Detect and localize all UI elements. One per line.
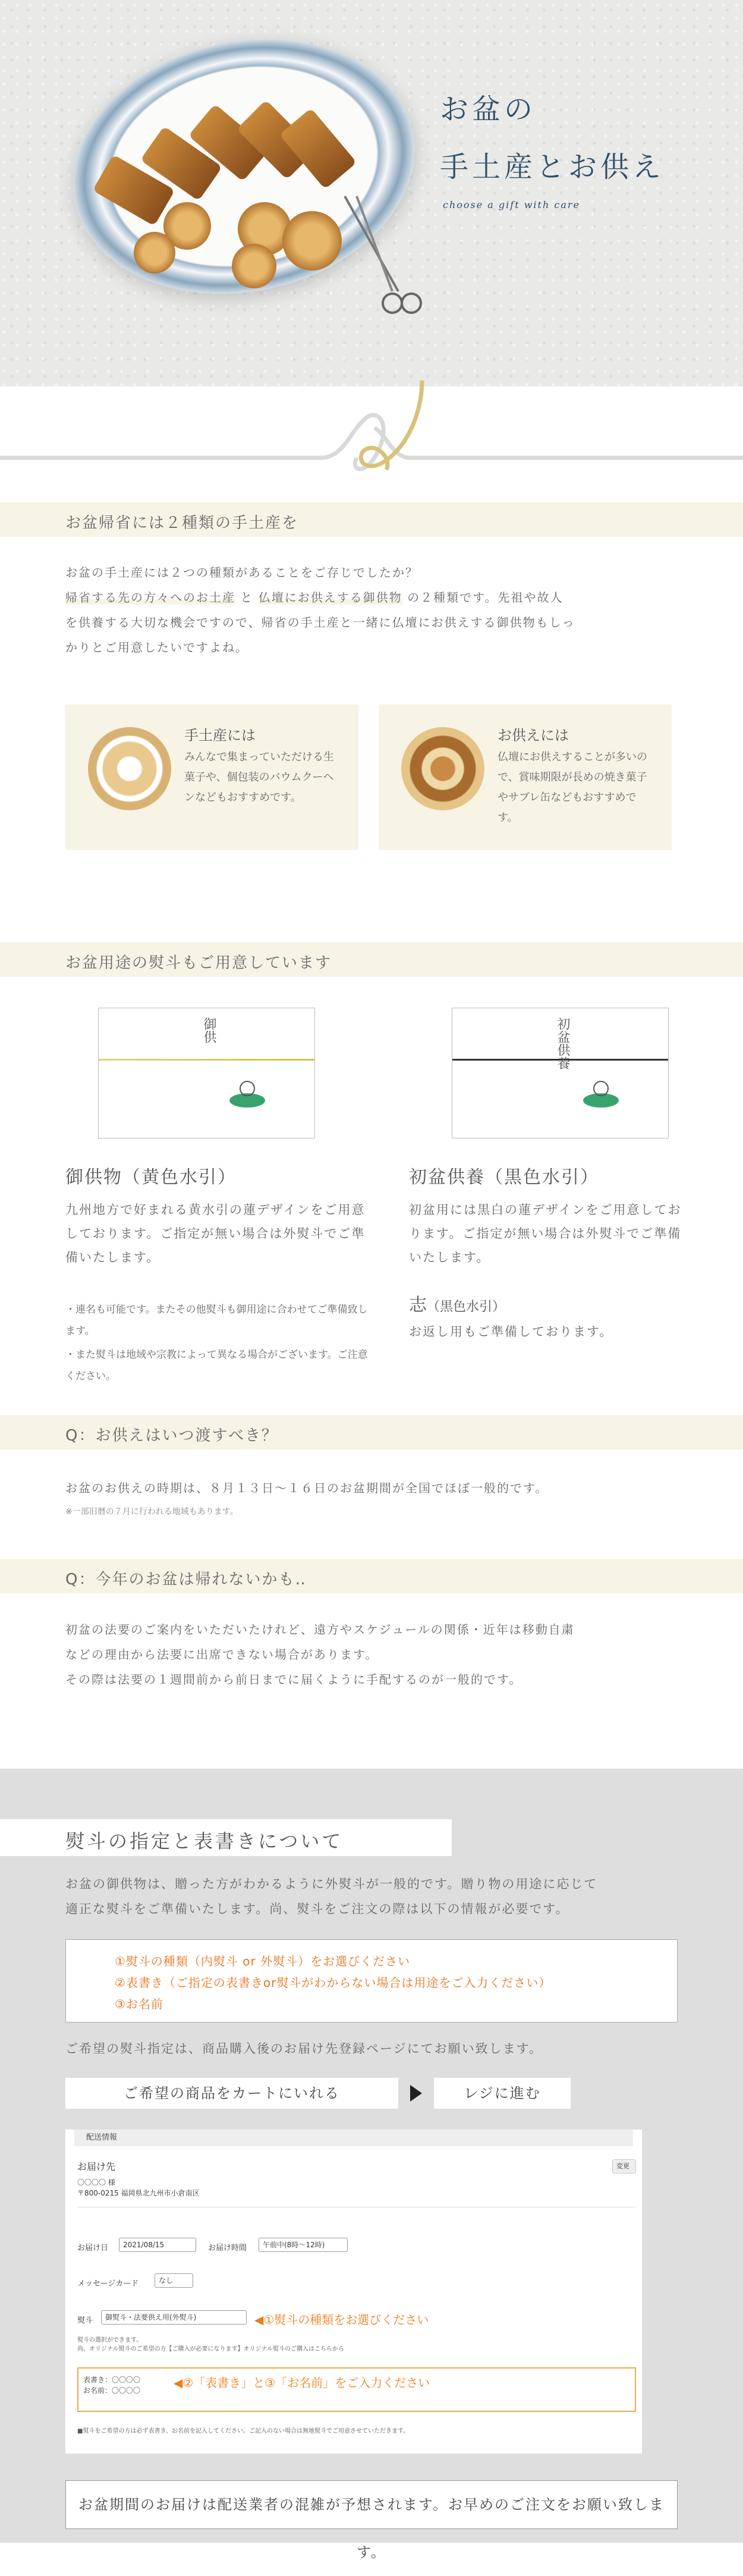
hero-title-line2: 手土産とお供え (440, 150, 665, 184)
omote-field: 表書き：〇〇〇〇 (83, 2376, 141, 2384)
faq-answer (65, 1476, 678, 1501)
form-footnote: ■熨斗をご希望の方は必ず表書き、お名前を記入してください。ご記入のない場合は無地熨斗でご用意させていただきます。 (77, 2428, 410, 2435)
highlight-kumotsu: 仏壇にお供えする御供物 (258, 590, 402, 605)
lotus-icon (580, 1077, 622, 1112)
card-title: 手土産には (184, 727, 256, 744)
intro-line-tail: の２種類です。先祖や故人 (407, 590, 563, 605)
faq-answer-line: お盆のお供えの時期は、８月１３日〜１６日のお盆期間が全国でほぼ一般的です。 (65, 1481, 549, 1495)
scissors-icon (333, 190, 428, 333)
recipient-label: お届け先 (77, 2161, 116, 2172)
intro-line: お盆の手土産には２つの種類があることをご存じでしたか？ (65, 565, 418, 580)
faq-heading-text: Q：お供えはいつ渡すべき？ (65, 1427, 278, 1445)
card-text: 仏壇にお供えすることが多いので、賞味期限が長めの焼き菓子やサブレ缶などもおすすめです。 (498, 751, 647, 824)
faq-answer-line: などの理由から法要に出席できない場合があります。 (65, 1647, 379, 1662)
recipient-address: 〒800-0215 福岡県北九州市小倉南区 (77, 2189, 200, 2197)
noshi-notes (65, 1299, 374, 1387)
instruction-line: お盆の御供物は、贈った方がわかるように外熨斗が一般的です。贈り物の用途に応じて (65, 1877, 598, 1891)
checkout-step: レジに進む (434, 2078, 571, 2109)
baked-sweets-image (401, 727, 484, 810)
noshi-info: 尚、オリジナル熨斗のご希望の方【ご購入が必要になります】オリジナル熨斗のご購入はこちらから (77, 2346, 344, 2352)
message-card-select[interactable]: なし (155, 2273, 193, 2288)
mizuhiki-knot-decoration (0, 380, 743, 476)
message-card-label: メッセージカード (77, 2279, 139, 2288)
instruction-line: 適正な熨斗をご準備いたします。尚、熨斗をご注文の際は以下の情報が必要です。 (65, 1902, 569, 1916)
requirements-box (65, 1939, 678, 2023)
hero-title (440, 86, 665, 185)
kokorozashi-desc: お返し用もご準備しております。 (409, 1325, 613, 1339)
add-to-cart-step: ご希望の商品をカートにいれる (65, 2078, 398, 2109)
faq-heading-text: Q：今年のお盆は帰れないかも‥ (65, 1571, 307, 1589)
delivery-time-label: お届け時間 (208, 2244, 247, 2253)
noshi-desc-yellow: 九州地方で好まれる黄水引の蓮デザインをご用意しております。ご指定が無い場合は外熨斗でご準備いたします。 (65, 1203, 366, 1265)
register-instruction: ご希望の熨斗指定は、商品購入後のお届け先登録ページにてお願い致します。 (65, 2042, 543, 2056)
highlight-omiyage: 帰省する先の方々へのお土産 (65, 590, 235, 605)
section-heading-text: 熨斗の指定と表書きについて (65, 1830, 344, 1852)
delivery-info-tab: 配送情報 (74, 2130, 633, 2146)
intro-line: を供養する大切な機会ですので、帰省の手土産と一緒に仏壇にお供えする御供物もしっ (65, 615, 575, 630)
delivery-notice: お盆期間のお届けは配送業者の混雑が予想されます。お早めのご注文をお願い致します。 (65, 2480, 678, 2529)
hero-subtitle: choose a gift with care (443, 199, 580, 210)
section-heading-text: お盆用途の熨斗もご用意しています (65, 954, 332, 972)
noshi-ink-text: 初盆供養 (555, 1017, 570, 1070)
baumkuchen-image (88, 727, 171, 810)
faq-answer (65, 1617, 678, 1692)
section-heading (0, 502, 743, 537)
faq-note: ※一部旧暦の７月に行われる地域もあります。 (65, 1507, 238, 1517)
noshi-select[interactable]: 御熨斗・法要供え用(外熨斗) (101, 2310, 247, 2325)
noshi-ink-text: 御供 (202, 1017, 216, 1043)
noshi-desc-black: 初盆用には黒白の蓮デザインをご用意しております。ご指定が無い場合は外熨斗でご準備いたします。 (409, 1203, 682, 1265)
kokorozashi-title (409, 1290, 505, 1316)
delivery-form-example (65, 2130, 642, 2454)
requirement-item: ①熨斗の種類（内熨斗 or 外熨斗）をお選びください (115, 1954, 411, 1968)
requirement-item: ③お名前 (115, 1997, 163, 2011)
yellow-mizuhiki-band (99, 1059, 314, 1061)
change-button[interactable]: 変更 (612, 2159, 636, 2174)
name-field: お名前：〇〇〇〇 (83, 2386, 141, 2395)
intro-line: かりとご用意したいですよね。 (65, 640, 248, 655)
noshi-kind-yellow: 御供物（黄色水引） (65, 1162, 237, 1188)
card-title: お供えには (498, 727, 569, 744)
card-text: みんなで集まっていただける生菓子や、個包装のバウムクーヘンなどもおすすめです。 (184, 751, 334, 804)
faq-heading (0, 1415, 743, 1449)
text-input-hint: ◀︎②「表書き」と③「お名前」をご入力ください (174, 2376, 430, 2390)
lotus-icon (226, 1077, 268, 1112)
faq-answer-line: 初盆の法要のご案内をいただいたけれど、遠方やスケジュールの関係・近年は移動自粛 (65, 1622, 575, 1637)
hero-banner (0, 0, 743, 386)
kokorozashi-note: （黒色水引） (427, 1300, 506, 1314)
delivery-date-select[interactable]: 2021/08/15 (119, 2238, 196, 2252)
noshi-yellow-image (98, 1008, 315, 1138)
section-heading (0, 942, 743, 977)
requirement-item: ②表書き（ご指定の表書きor熨斗がわからない場合は用途をご入力ください） (115, 1976, 552, 1990)
intro-line (65, 585, 678, 610)
note-item: ・連名も可能です。またその他熨斗も御用途に合わせてご準備致します。 (65, 1304, 368, 1337)
faq-heading (0, 1559, 743, 1593)
intro-paragraph (65, 560, 678, 660)
noshi-black-image (452, 1008, 669, 1138)
madeleine-image (134, 232, 175, 273)
noshi-kind-black: 初盆供養（黒色水引） (409, 1162, 599, 1188)
cookie-image (232, 244, 276, 288)
noshi-select-hint: ◀︎①熨斗の種類をお選びください (254, 2313, 429, 2327)
arrow-right-icon (410, 2085, 422, 2102)
delivery-date-label: お届け日 (77, 2244, 109, 2253)
kokorozashi-kanji: 志 (409, 1295, 427, 1316)
note-item: ・また熨斗は地域や宗教によって異なる場合がございます。ご注意ください。 (65, 1349, 368, 1382)
osonae-card (379, 704, 672, 850)
noshi-text-input[interactable] (77, 2367, 636, 2412)
noshi-instructions-text (65, 1872, 678, 1921)
delivery-time-select[interactable]: 午前中(8時〜12時) (259, 2238, 348, 2252)
faq-answer-line: その際は法要の１週間前から前日までに届くように手配するのが一般的です。 (65, 1672, 522, 1687)
noshi-label: 熨斗 (77, 2316, 93, 2325)
section-heading-text: お盆帰省には２種類の手土産を (65, 514, 299, 532)
conjunction-text: と (240, 590, 254, 605)
hero-title-line1: お盆の (440, 93, 537, 126)
recipient-name: 〇〇〇〇 様 (77, 2178, 115, 2187)
omiyage-card (65, 704, 358, 850)
section-heading (0, 1819, 452, 1856)
noshi-info: 熨斗の選択ができます。 (77, 2337, 143, 2344)
